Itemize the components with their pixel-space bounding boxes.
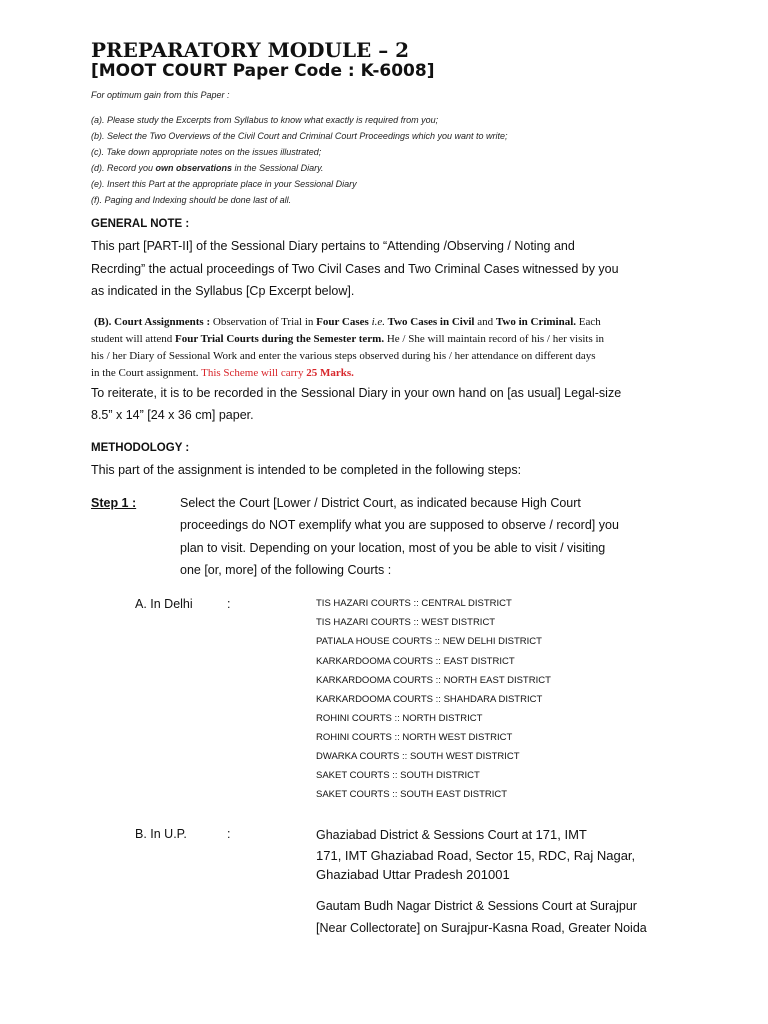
step1-line: Select the Court [Lower / District Court, as indicated because High Court: [180, 496, 581, 510]
excerpt-line: student will attend Four Trial Courts during the Semester term. He / She will maintain record of his / her visits in: [91, 333, 605, 345]
page-title: PREPARATORY MODULE – 2: [91, 38, 410, 62]
paper-code: [MOOT COURT Paper Code : K-6008]: [91, 61, 435, 81]
delhi-colon: :: [227, 597, 231, 611]
excerpt-line: (B). Court Assignments : Observation of Trial in Four Cases i.e. Two Cases in Civil and Two in Criminal. Each: [94, 316, 601, 328]
delhi-court-item: ROHINI COURTS :: NORTH WEST DISTRICT: [316, 732, 513, 743]
instruction-a: (a). Please study the Excerpts from Syllabus to know what exactly is required from you;: [91, 115, 439, 125]
delhi-court-item: KARKARDOOMA COURTS :: NORTH EAST DISTRICT: [316, 675, 551, 686]
up-court-line: Gautam Budh Nagar District & Sessions Court at Surajpur: [316, 899, 637, 913]
delhi-court-item: ROHINI COURTS :: NORTH DISTRICT: [316, 713, 483, 724]
instruction-d: (d). Record you own observations in the Sessional Diary.: [91, 163, 324, 173]
delhi-court-item: SAKET COURTS :: SOUTH DISTRICT: [316, 770, 480, 781]
instruction-b: (b). Select the Two Overviews of the Civil Court and Criminal Court Proceedings which you want to write;: [91, 131, 508, 141]
step1-label: Step 1 :: [91, 496, 137, 510]
delhi-court-item: TIS HAZARI COURTS :: WEST DISTRICT: [316, 617, 496, 628]
excerpt-line: his / her Diary of Sessional Work and enter the various steps observed during his / her attendance on different days: [91, 350, 596, 362]
delhi-court-item: KARKARDOOMA COURTS :: EAST DISTRICT: [316, 656, 515, 667]
marks-value: 25 Marks.: [306, 367, 354, 379]
instruction-f: (f). Paging and Indexing should be done last of all.: [91, 195, 292, 205]
up-court-line: [Near Collectorate] on Surajpur-Kasna Road, Greater Noida: [316, 921, 647, 935]
general-note-heading: GENERAL NOTE :: [91, 218, 190, 230]
step1-line: proceedings do NOT exemplify what you are supposed to observe / record] you: [180, 518, 619, 532]
marks-note: This Scheme will carry: [201, 367, 307, 379]
general-note-line: This part [PART-II] of the Sessional Diary pertains to “Attending /Observing / Noting and: [91, 239, 575, 253]
delhi-court-item: DWARKA COURTS :: SOUTH WEST DISTRICT: [316, 751, 520, 762]
delhi-court-item: SAKET COURTS :: SOUTH EAST DISTRICT: [316, 789, 508, 800]
general-note-line: as indicated in the Syllabus [Cp Excerpt below].: [91, 284, 355, 298]
delhi-label: A. In Delhi: [135, 597, 193, 611]
up-court-line: Ghaziabad District & Sessions Court at 171, IMT: [316, 827, 587, 842]
up-label: B. In U.P.: [135, 827, 187, 841]
intro-text: For optimum gain from this Paper :: [91, 90, 230, 100]
step1-line: plan to visit. Depending on your location, most of you be able to visit / visiting: [180, 541, 606, 555]
reiterate-line: To reiterate, it is to be recorded in the Sessional Diary in your own hand on [as usual] Legal-size: [91, 386, 622, 400]
excerpt-line: in the Court assignment. This Scheme will carry 25 Marks.: [91, 367, 354, 379]
methodology-line: This part of the assignment is intended to be completed in the following steps:: [91, 463, 522, 477]
delhi-court-item: KARKARDOOMA COURTS :: SHAHDARA DISTRICT: [316, 694, 543, 705]
delhi-court-item: TIS HAZARI COURTS :: CENTRAL DISTRICT: [316, 598, 512, 609]
methodology-heading: METHODOLOGY :: [91, 442, 190, 454]
up-court-line: 171, IMT Ghaziabad Road, Sector 15, RDC, Raj Nagar,: [316, 848, 636, 863]
instruction-c: (c). Take down appropriate notes on the issues illustrated;: [91, 147, 322, 157]
step1-line: one [or, more] of the following Courts :: [180, 563, 392, 577]
delhi-court-item: PATIALA HOUSE COURTS :: NEW DELHI DISTRICT: [316, 636, 542, 647]
up-colon: :: [227, 827, 231, 841]
general-note-line: Recrding” the actual proceedings of Two Civil Cases and Two Criminal Cases witnessed by you: [91, 262, 619, 276]
up-court-line: Ghaziabad Uttar Pradesh 201001: [316, 867, 510, 882]
instruction-e: (e). Insert this Part at the appropriate place in your Sessional Diary: [91, 179, 357, 189]
reiterate-line: 8.5” x 14” [24 x 36 cm] paper.: [91, 408, 254, 422]
